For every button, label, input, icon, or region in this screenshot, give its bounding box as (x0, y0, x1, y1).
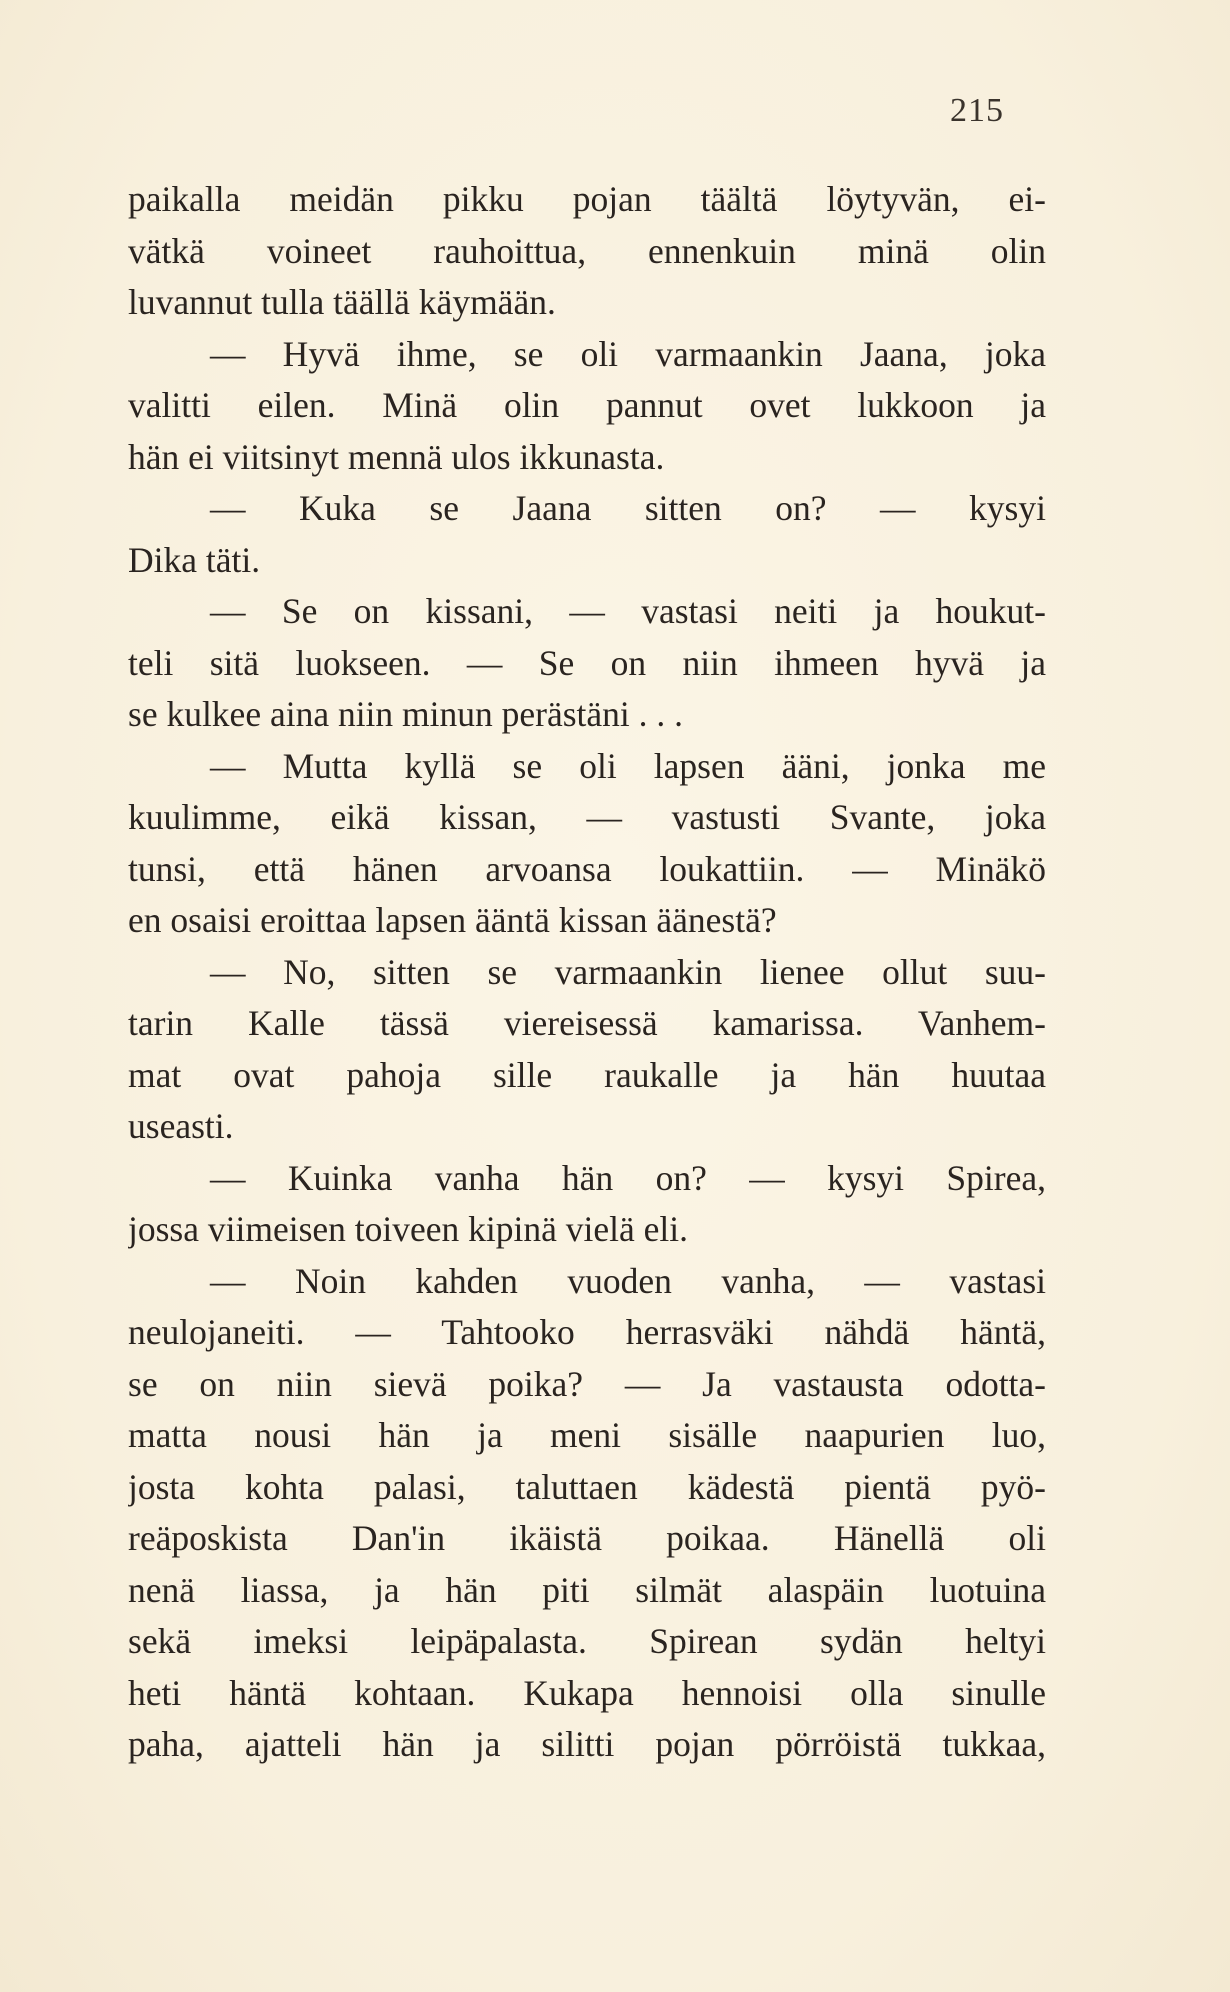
text-line: — No, sitten se varmaankin lienee ollut suu- (210, 951, 1046, 992)
text-line: matta nousi hän ja meni sisälle naapurien luo, (128, 1415, 1046, 1455)
text-line: heti häntä kohtaan. Kukapa hennoisi olla sinulle (128, 1672, 1046, 1713)
text-line: — Kuka se Jaana sitten on? — kysyi (210, 488, 1046, 528)
text-line: — Mutta kyllä se oli lapsen ääni, jonka me (210, 745, 1046, 786)
text-line: neulojaneiti. — Tahtooko herrasväki nähdä häntä, (128, 1312, 1046, 1352)
page-number: 215 (950, 92, 1004, 129)
text-line: — Hyvä ihme, se oli varmaankin Jaana, joka (210, 333, 1046, 374)
text-line: teli sitä luokseen. — Se on niin ihmeen hyvä ja (128, 642, 1046, 683)
text-line: vätkä voineet rauhoittua, ennenkuin minä olin (128, 230, 1046, 271)
text-line: jossa viimeisen toiveen kipinä vielä eli. (128, 1209, 688, 1249)
text-line: tarin Kalle tässä viereisessä kamarissa. Vanhem- (128, 1003, 1046, 1043)
text-line: paha, ajatteli hän ja silitti pojan pörröistä tukkaa, (128, 1724, 1046, 1764)
text-line: kuulimme, eikä kissan, — vastusti Svante, joka (128, 797, 1046, 837)
text-line: luvannut tulla täällä käymään. (128, 282, 556, 322)
text-line: mat ovat pahoja sille raukalle ja hän huutaa (128, 1054, 1046, 1095)
text-line: se kulkee aina niin minun perästäni . . . (128, 694, 684, 734)
text-line: tunsi, että hänen arvoansa loukattiin. — Minäkö (128, 848, 1046, 889)
text-line: hän ei viitsinyt mennä ulos ikkunasta. (128, 436, 665, 477)
text-line: — Noin kahden vuoden vanha, — vastasi (210, 1260, 1046, 1301)
text-line: se on niin sievä poika? — Ja vastausta odotta- (128, 1363, 1046, 1404)
text-line: valitti eilen. Minä olin pannut ovet lukkoon ja (128, 385, 1046, 425)
text-line: josta kohta palasi, taluttaen kädestä pientä pyö- (128, 1466, 1046, 1507)
text-line: — Se on kissani, — vastasi neiti ja houkut- (210, 591, 1046, 631)
text-line: en osaisi eroittaa lapsen ääntä kissan äänestä? (128, 900, 777, 940)
body-text (128, 174, 1046, 1771)
text-line: sekä imeksi leipäpalasta. Spirean sydän heltyi (128, 1621, 1046, 1661)
text-line: nenä liassa, ja hän piti silmät alaspäin luotuina (128, 1569, 1046, 1610)
text-line: paikalla meidän pikku pojan täältä löytyvän, ei- (128, 179, 1046, 219)
text-line: Dika täti. (128, 539, 261, 580)
text-line: reäposkista Dan'in ikäistä poikaa. Hänellä oli (128, 1518, 1046, 1558)
text-line: useasti. (128, 1106, 234, 1146)
text-line: — Kuinka vanha hän on? — kysyi Spirea, (210, 1157, 1046, 1198)
